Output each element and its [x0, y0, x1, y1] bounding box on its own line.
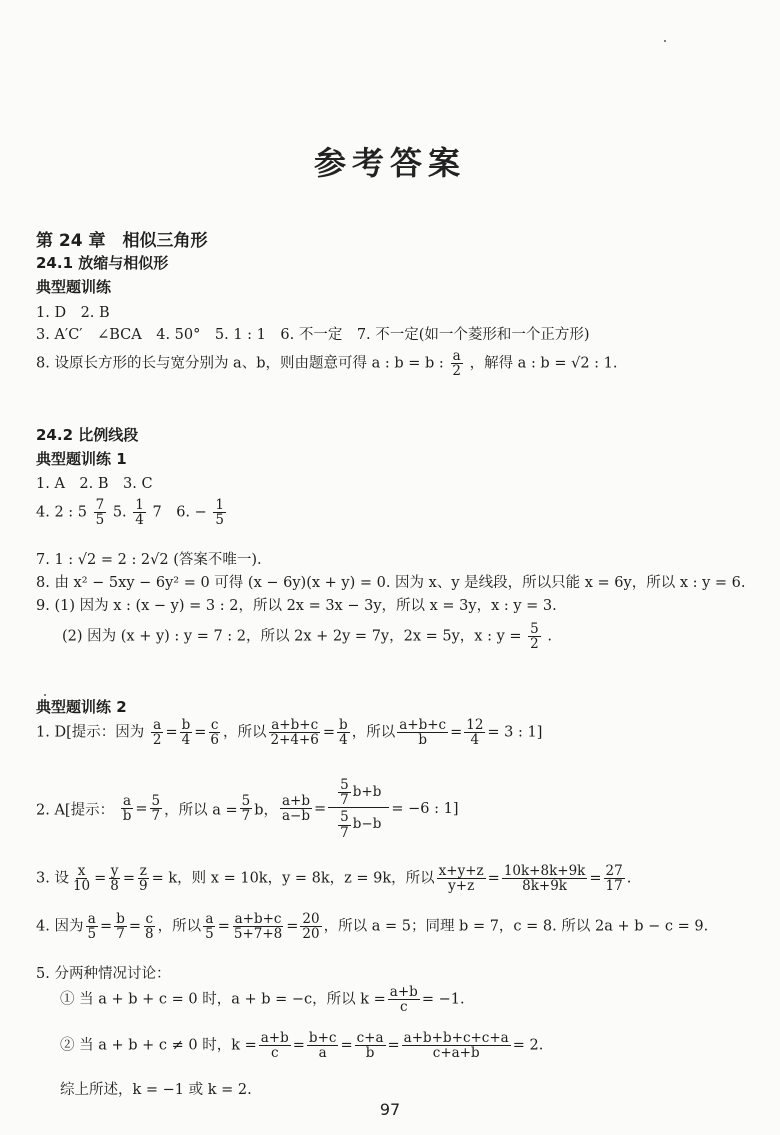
compound-fraction: $\frac{5}{7}$ b+b $\frac{5}{7}$ b−b [328, 778, 389, 840]
answer-line: 4. 因为 $\frac{a}{5}$ = $\frac{b}{7}$ = $\frac{c}{8}$ ，所以 $\frac{a}{5}$ = $\frac{a+b+c}{5+7+8}$ = $\frac{20}{20}$ ，所以 a = 5；同理 b = 7，c = 8. 所以 2a + b − c = 9. [36, 911, 709, 943]
answer-line: 7. 1 : √2 = 2 : 2√2 (答案不唯一). [36, 552, 262, 568]
fraction: $\frac{b}{7}$ [116, 911, 125, 943]
fraction: $\frac{a+b+c}{b}$ [399, 717, 447, 749]
fraction: $\frac{b+c}{a}$ [308, 1030, 337, 1062]
answer-line: 8. 设原长方形的长与宽分别为 a、b，则由题意可得 a : b = b : $\frac{a}{2}$ ，解得 a : b = √2 : 1. [36, 348, 618, 380]
answer-line: 3. A′C′ ∠BCA 4. 50° 5. 1 : 1 6. 不一定 7. 不一定(如一个菱形和一个正方形) [36, 327, 590, 343]
answer-line: 5. 分两种情况讨论： [36, 966, 171, 982]
answer-line: 2. A[提示： $\frac{a}{b}$ = $\frac{5}{7}$ ，所以 a = $\frac{5}{7}$ b， $\frac{a+b}{a-b}$ = $\frac{5}{7}$ b+b $\frac{5}{7}$ b−b = −6 : 1] [36, 777, 459, 841]
answer-line: 8. 由 x² − 5xy − 6y² = 0 可得 (x − 6y)(x + y) = 0. 因为 x、y 是线段，所以只能 x = 6y，所以 x : y = 6. [36, 575, 746, 591]
page-title: 参考答案 [313, 144, 466, 182]
answer-line: 9. (1) 因为 x : (x − y) = 3 : 2，所以 2x = 3x − 3y，所以 x = 3y，x : y = 3. [36, 598, 557, 614]
fraction: $\frac{a}{b}$ [122, 793, 132, 825]
fraction: $\frac{a}{2}$ [152, 717, 162, 749]
fraction: $\frac{c}{6}$ [210, 717, 219, 749]
fraction: $\frac{c}{8}$ [145, 911, 154, 943]
fraction: $\frac{b}{4}$ [181, 717, 191, 749]
answer-line: 1. A 2. B 3. C [36, 476, 153, 492]
fraction: $\frac{7}{5}$ [95, 497, 105, 529]
drill-heading: 典型题训练 [36, 278, 112, 296]
answer-line: 综上所述，k = −1 或 k = 2. [60, 1082, 252, 1098]
section-heading: 24.2 比例线段 [36, 426, 139, 444]
fraction: $\frac{x+y+z}{y+z}$ [438, 863, 484, 895]
fraction: $\frac{a}{5}$ [87, 911, 97, 943]
answer-line: ① 当 a + b + c = 0 时，a + b = −c，所以 k = $\frac{a+b}{c}$ = −1. [60, 984, 465, 1016]
answer-line: 4. 2 : 5 $\frac{7}{5}$ 5. $\frac{1}{4}$ 7 6. − $\frac{1}{5}$ [36, 497, 224, 529]
fraction: $\frac{5}{2}$ [530, 621, 539, 653]
fraction: $\frac{b}{4}$ [339, 717, 348, 749]
fraction: $\frac{10k+8k+9k}{8k+9k}$ [503, 863, 586, 895]
fraction: $\frac{a+b}{c}$ [260, 1030, 289, 1062]
page-number: 97 [379, 1100, 401, 1119]
fraction: $\frac{12}{4}$ [466, 717, 484, 749]
fraction: $\frac{a+b+c}{5+7+8}$ [233, 911, 283, 943]
fraction: $\frac{5}{7}$ [241, 793, 251, 825]
fraction: $\frac{z}{9}$ [139, 863, 148, 895]
chapter-heading: 第 24 章 相似三角形 [36, 231, 208, 251]
fraction: $\frac{y}{8}$ [110, 863, 119, 895]
section-heading: 24.1 放缩与相似形 [36, 254, 169, 272]
drill-heading: 典型题训练 2 [36, 698, 127, 716]
fraction: $\frac{5}{7}$ [151, 793, 161, 825]
fraction: $\frac{a}{5}$ [205, 911, 214, 943]
drill-heading: 典型题训练 1 [36, 450, 127, 468]
fraction: $\frac{a+b}{c}$ [389, 984, 418, 1016]
fraction: $\frac{a+b+b+c+c+a}{c+a+b}$ [403, 1030, 509, 1062]
answer-line: ② 当 a + b + c ≠ 0 时，k = $\frac{a+b}{c}$ = $\frac{b+c}{a}$ = $\frac{c+a}{b}$ = $\frac{a+b+b+c+c+a}{c+a+b}$ = 2. [60, 1030, 544, 1062]
fraction: $\frac{1}{5}$ [215, 497, 224, 529]
fraction: $\frac{x}{10}$ [72, 863, 91, 895]
fraction: $\frac{a}{2}$ [452, 348, 461, 380]
answer-line: 3. 设 $\frac{x}{10}$ = $\frac{y}{8}$ = $\frac{z}{9}$ = k，则 x = 10k，y = 8k，z = 9k，所以 $\frac{x+y+z}{y+z}$ = $\frac{10k+8k+9k}{8k+9k}$ = $\frac{27}{17}$ . [36, 863, 632, 895]
speck-mark [664, 40, 666, 42]
answer-line: (2) 因为 (x + y) : y = 7 : 2，所以 2x + 2y = 7y，2x = 5y，x : y = $\frac{5}{2}$ . [62, 621, 552, 653]
answer-line: 1. D[提示：因为 $\frac{a}{2}$ = $\frac{b}{4}$ = $\frac{c}{6}$ ，所以 $\frac{a+b+c}{2+4+6}$ = $\frac{b}{4}$ ，所以 $\frac{a+b+c}{b}$ = $\frac{12}{4}$ = 3 : 1] [36, 717, 543, 749]
fraction: $\frac{1}{4}$ [135, 497, 144, 529]
fraction: $\frac{c+a}{b}$ [356, 1030, 384, 1062]
fraction: $\frac{a+b+c}{2+4+6}$ [270, 717, 319, 749]
fraction: $\frac{20}{20}$ [302, 911, 320, 943]
fraction: $\frac{a+b}{a-b}$ [282, 793, 311, 825]
answer-line: 1. D 2. B [36, 305, 110, 321]
fraction: $\frac{27}{17}$ [605, 863, 623, 895]
